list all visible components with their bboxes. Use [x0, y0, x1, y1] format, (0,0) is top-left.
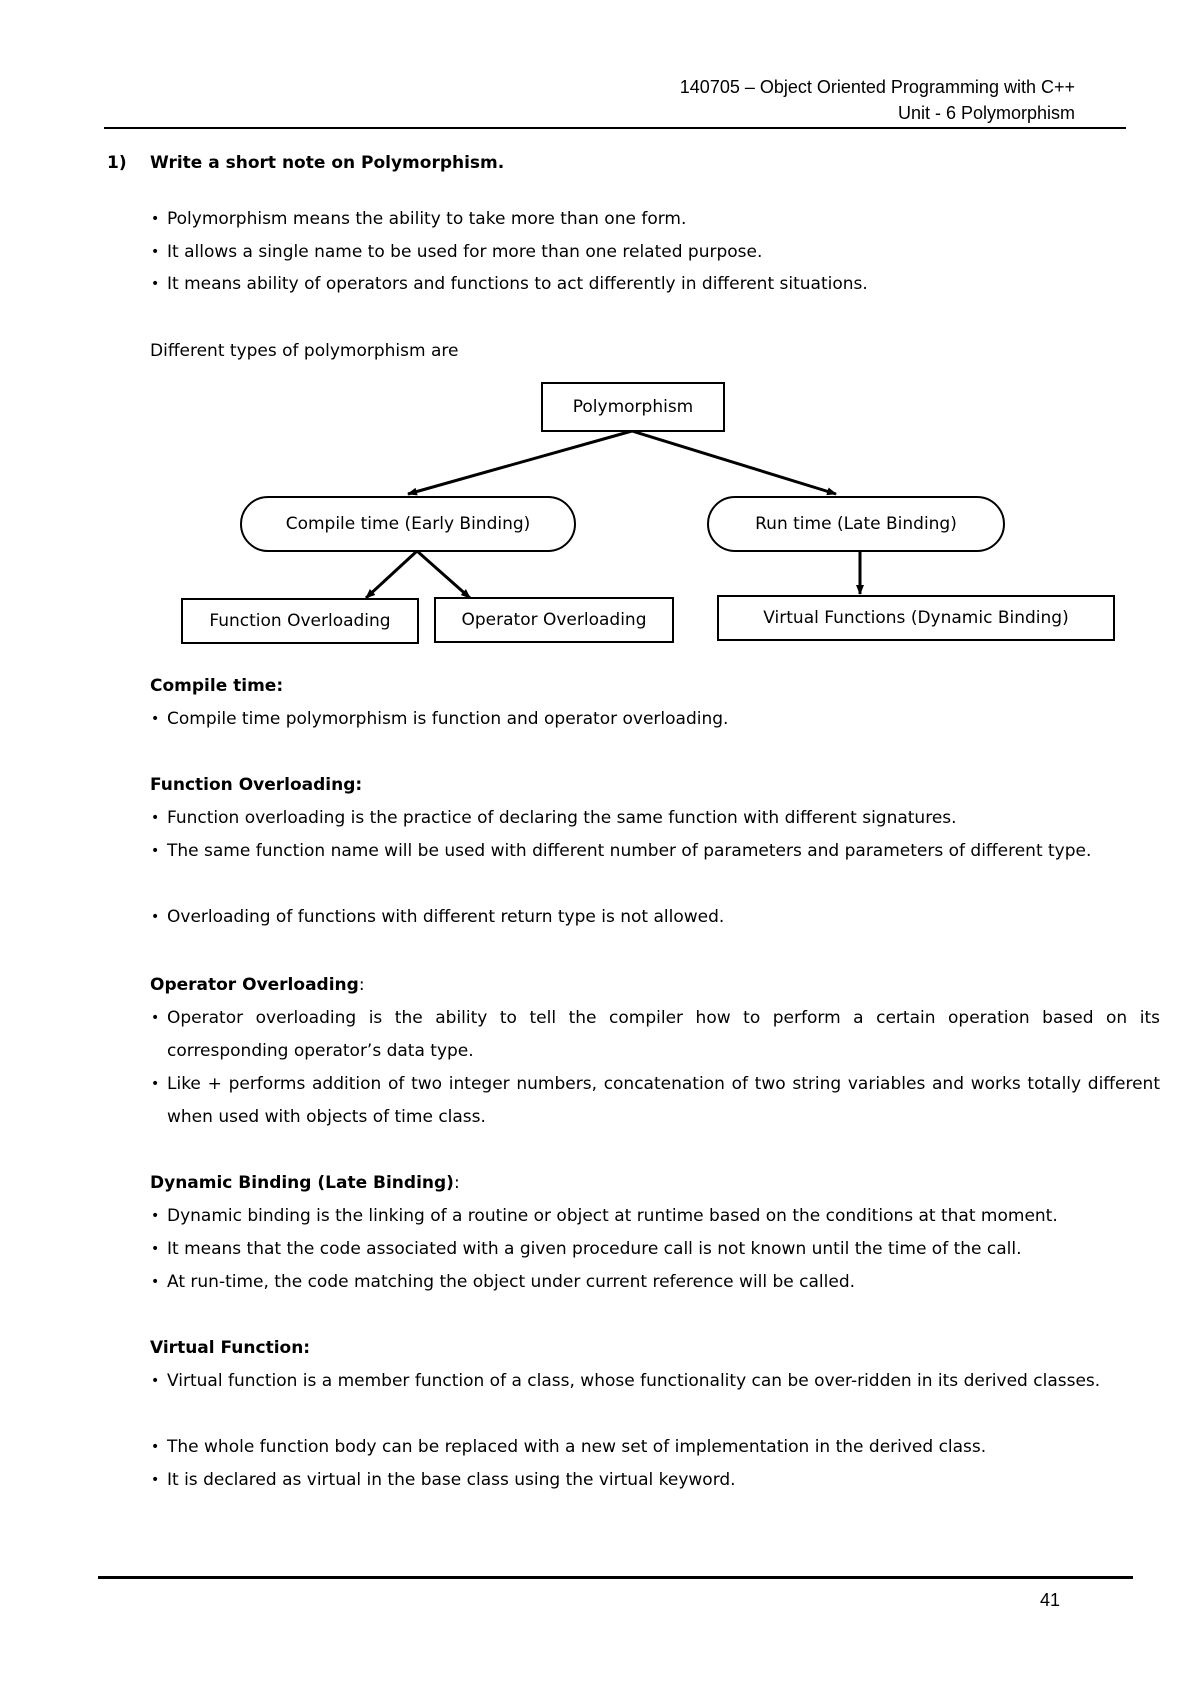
section-heading-virtual-function: Virtual Function: — [150, 1338, 311, 1358]
diagram-node-operator-overloading: Operator Overloading — [434, 597, 674, 643]
arrow-compile-to-function-overloading — [366, 551, 417, 598]
bullet-item: • Virtual function is a member function of a class, whose functionality can be over-ridden in its derived classes. — [150, 1365, 1160, 1398]
bullet-item: • Like + performs addition of two integer numbers, concatenation of two string variables and works totally different when used with objects of time class. — [150, 1068, 1160, 1134]
header-unit-title: Unit - 6 Polymorphism — [897, 103, 1075, 123]
page-number: 41 — [1040, 1590, 1061, 1610]
bullet-item: • Operator overloading is the ability to tell the compiler how to perform a certain operation based on its corresponding operator’s data type. — [150, 1002, 1160, 1068]
bullet-item: • It means ability of operators and functions to act differently in different situations. — [150, 268, 1160, 301]
bullet-item: • Overloading of functions with different return type is not allowed. — [150, 901, 1160, 934]
arrow-root-to-run-time — [632, 431, 836, 494]
arrow-root-to-compile-time — [408, 431, 632, 494]
diagram-node-run-time: Run time (Late Binding) — [707, 496, 1005, 552]
header-course-title: 140705 – Object Oriented Programming with C++ — [679, 77, 1075, 97]
bullet-item: • It is declared as virtual in the base class using the virtual keyword. — [150, 1464, 1160, 1497]
section-heading-function-overloading: Function Overloading: — [150, 775, 363, 795]
bullet-item: • Function overloading is the practice of declaring the same function with different signatures. — [150, 802, 1160, 835]
bullet-item: • Polymorphism means the ability to take more than one form. — [150, 203, 1160, 236]
question-number: 1) — [107, 153, 127, 173]
bullet-item: • It allows a single name to be used for more than one related purpose. — [150, 236, 1160, 269]
bullet-item: • The whole function body can be replaced with a new set of implementation in the derived class. — [150, 1431, 1160, 1464]
section-heading-compile-time: Compile time: — [150, 676, 284, 696]
footer-divider — [98, 1576, 1133, 1579]
bullet-item: • It means that the code associated with a given procedure call is not known until the time of the call. — [150, 1233, 1160, 1266]
section-heading-operator-overloading: Operator Overloading: — [150, 975, 365, 995]
diagram-node-virtual-functions: Virtual Functions (Dynamic Binding) — [717, 595, 1115, 641]
diagram-node-compile-time: Compile time (Early Binding) — [240, 496, 576, 552]
bullet-item: • Compile time polymorphism is function and operator overloading. — [150, 703, 1160, 736]
question-title: Write a short note on Polymorphism. — [150, 153, 505, 173]
bullet-item: • The same function name will be used with different number of parameters and parameters of different type. — [150, 835, 1160, 868]
diagram-node-function-overloading: Function Overloading — [181, 598, 419, 644]
diagram-node-polymorphism: Polymorphism — [541, 382, 725, 432]
arrow-compile-to-operator-overloading — [417, 551, 470, 598]
bullet-item: • At run-time, the code matching the object under current reference will be called. — [150, 1266, 1160, 1299]
section-heading-dynamic-binding: Dynamic Binding (Late Binding): — [150, 1173, 460, 1193]
types-intro-text: Different types of polymorphism are — [150, 341, 459, 361]
bullet-item: • Dynamic binding is the linking of a routine or object at runtime based on the conditions at that moment. — [150, 1200, 1160, 1233]
